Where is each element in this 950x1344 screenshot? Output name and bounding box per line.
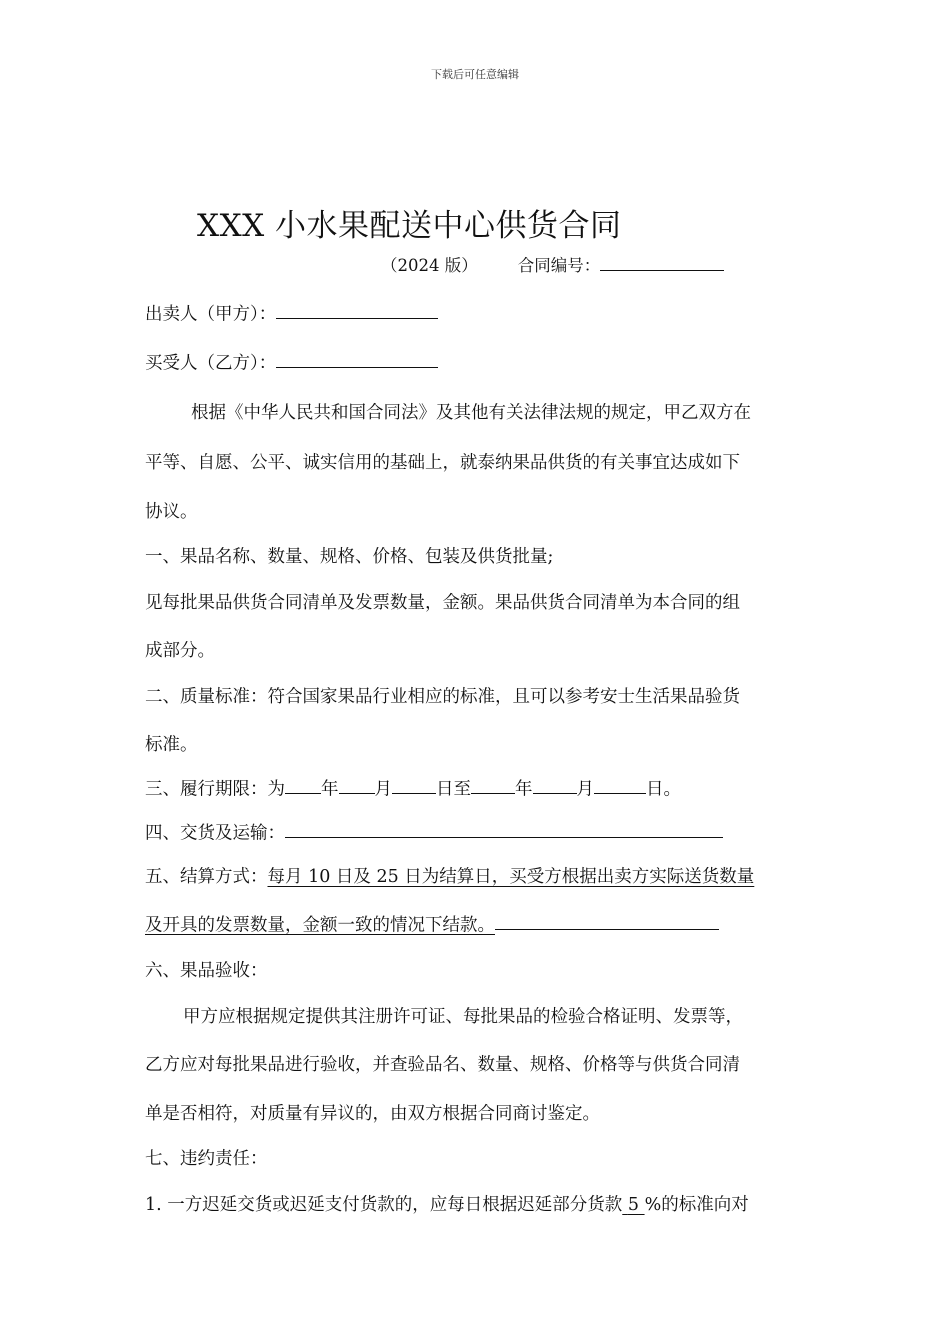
settlement-text-2: 及开具的发票数量，金额一致的情况下结款。 [145, 915, 495, 936]
intro-line-3: 协议。 [145, 502, 198, 522]
section-1-title: 一、果品名称、数量、规格、价格、包装及供货批量; [145, 547, 554, 567]
section-6-body-3: 单是否相符，对质量有异议的，由双方根据合同商讨鉴定。 [145, 1104, 600, 1124]
contract-no-label: 合同编号： [517, 256, 601, 275]
section-2-line-2: 标准。 [145, 735, 198, 755]
settlement-text-1: 每月 10 日及 25 日为结算日，买受方根据出卖方实际送货数量 [267, 867, 755, 887]
section-1-body-2: 成部分。 [145, 641, 215, 661]
penalty-rate: 5 [627, 1195, 639, 1215]
intro-line-2: 平等、自愿、公平、诚实信用的基础上，就泰纳果品供货的有关事宜达成如下 [145, 453, 740, 473]
section-6-body-1: 甲方应根据规定提供其注册许可证、每批果品的检验合格证明、发票等， [183, 1007, 743, 1027]
subtitle-line [381, 252, 724, 276]
section-3-term: 三、履行期限：为 年 月 日至 年 月 日。 [145, 775, 681, 800]
section-5-line-2 [145, 911, 719, 936]
section-5-label: 五、结算方式： [145, 867, 268, 887]
section-7-item-1: 1. 一方迟延交货或迟延支付货款的，应每日根据迟延部分货款 5 %的标准向对 [145, 1195, 749, 1215]
contract-no-blank [600, 253, 724, 271]
edition: （2024 版） [381, 256, 478, 275]
section-4-delivery [145, 819, 723, 844]
section-5-line-1 [145, 863, 754, 888]
section-2-line-1: 二、质量标准：符合国家果品行业相应的标准，且可以参考安士生活果品验货 [145, 687, 740, 707]
seller-blank [276, 300, 438, 319]
download-note: 下载后可任意编辑 [431, 68, 519, 81]
delivery-blank [285, 819, 723, 838]
buyer-line [145, 349, 438, 374]
buyer-blank [276, 349, 438, 368]
buyer-label: 买受人（乙方）： [145, 353, 277, 374]
section-4-label: 四、交货及运输： [145, 823, 285, 844]
seller-label: 出卖人（甲方）： [145, 304, 277, 325]
contract-title: XXX 小水果配送中心供货合同 [197, 208, 622, 244]
seller-line [145, 300, 438, 325]
section-1-body-1: 见每批果品供货合同清单及发票数量，金额。果品供货合同清单为本合同的组 [145, 593, 740, 613]
intro-line-1: 根据《中华人民共和国合同法》及其他有关法律法规的规定，甲乙双方在 [191, 403, 751, 423]
section-6-body-2: 乙方应对每批果品进行验收，并查验品名、数量、规格、价格等与供货合同清 [145, 1055, 740, 1075]
section-7-title: 七、违约责任： [145, 1149, 268, 1169]
section-6-title: 六、果品验收： [145, 961, 268, 981]
